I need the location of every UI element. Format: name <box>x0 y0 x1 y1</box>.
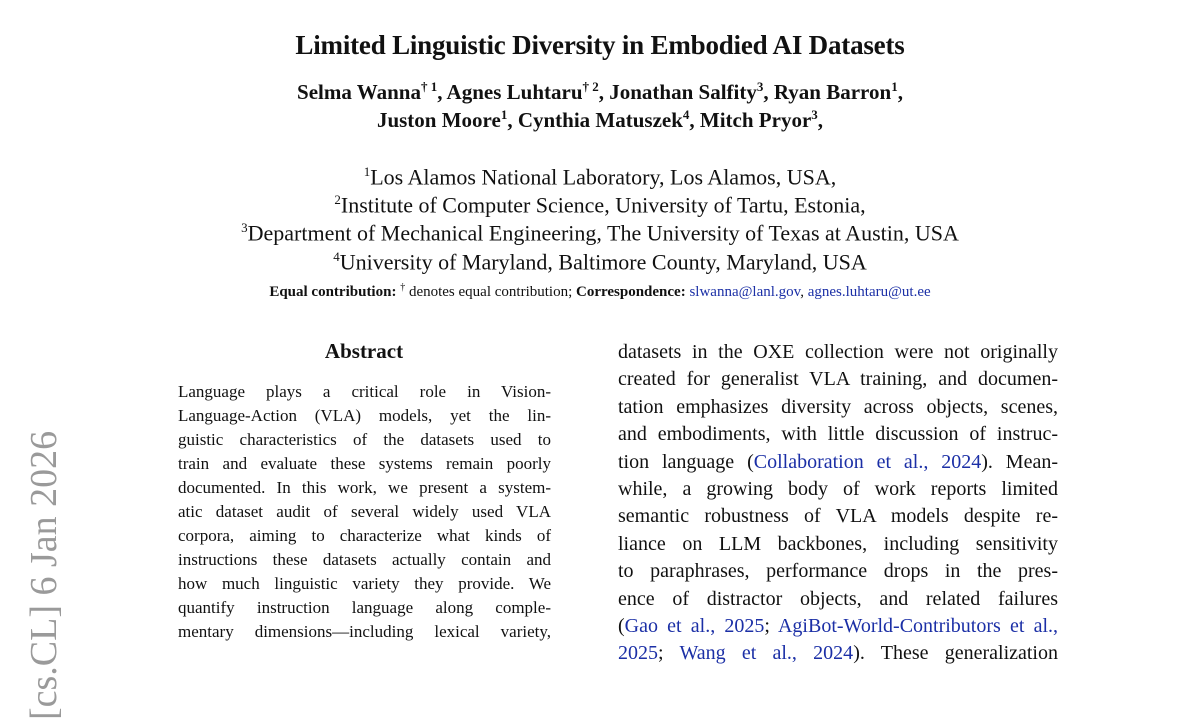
body-text-column <box>618 339 1058 668</box>
body-line: datasets in the OXE collection were not originally <box>618 341 1058 363</box>
abstract-heading: Abstract <box>324 339 404 363</box>
affiliation-4: $^4$University of Maryland, Baltimore County, Maryland, USA <box>333 249 867 275</box>
citation-link[interactable]: AgiBot-World-Contributors et al., <box>777 614 1059 637</box>
body-line: tation emphasizes diversity across objects, scenes, <box>618 395 1058 418</box>
body-line: (Gao et al., 2025; AgiBot-World-Contributors et al., <box>618 614 1059 637</box>
abstract-line: atic dataset audit of several widely used VLA <box>178 502 551 521</box>
abstract-line: Language plays a critical role in Vision- <box>178 382 551 401</box>
paper-title: Limited Linguistic Diversity in Embodied AI Datasets <box>295 30 905 60</box>
body-line: and embodiments, with little discussion of instruc- <box>618 423 1058 446</box>
email-link-1[interactable]: slwanna@lanl.gov <box>689 284 801 300</box>
body-line: created for generalist VLA training, and documen- <box>618 368 1058 391</box>
abstract-line: quantify instruction language along comple- <box>178 598 551 617</box>
author-name: Selma Wanna <box>297 80 421 104</box>
abstract-line: Language-Action (VLA) models, yet the lin- <box>178 406 551 425</box>
author-name: Agnes Luhtaru <box>446 80 583 104</box>
author-affiliation-mark: 3 <box>756 79 764 94</box>
body-line: 2025; Wang et al., 2024). These generalization <box>618 642 1058 665</box>
author-affiliation-mark: 1 <box>500 107 508 122</box>
abstract-line: train and evaluate these systems remain poorly <box>178 454 551 473</box>
author-name: Mitch Pryor <box>699 108 812 132</box>
author-name: Jonathan Salfity <box>609 80 757 104</box>
arxiv-stamp: [cs.CL] 6 Jan 2026 <box>23 430 65 720</box>
citation-link[interactable]: Wang et al., 2024 <box>679 642 854 665</box>
body-line: to paraphrases, performance drops in the pres- <box>618 560 1058 583</box>
affiliation-1: $^1$Los Alamos National Laboratory, Los Alamos, USA, <box>363 164 837 190</box>
author-list-line-1: Selma Wanna$^{\dagger 1}$, Agnes Luhtaru$^{\dagger 2}$, Jonathan Salfity$^3$, Ryan Barron$^1$, <box>297 79 903 104</box>
author-affiliation-mark: † 2 <box>582 79 599 94</box>
abstract-line: mentary dimensions—including lexical variety, <box>178 622 551 641</box>
citation-link[interactable]: 2025 <box>618 642 658 665</box>
equal-contribution-label: Equal contribution: <box>269 284 397 300</box>
author-affiliation-mark: † 1 <box>420 79 438 94</box>
author-name: Juston Moore <box>376 108 501 132</box>
author-affiliation-mark: 3 <box>811 107 818 122</box>
correspondence-label: Correspondence: <box>576 284 686 300</box>
affiliation-2: $^2$Institute of Computer Science, University of Tartu, Estonia, <box>334 192 866 218</box>
abstract-line: how much linguistic variety they provide. We <box>178 574 551 593</box>
author-name: Cynthia Matuszek <box>517 108 683 132</box>
contribution-note: Equal contribution: † denotes equal contribution; Correspondence: slwanna@lanl.gov, agnes.luhtaru@ut.ee <box>269 282 931 300</box>
body-line: ence of distractor objects, and related failures <box>618 587 1058 610</box>
abstract-line: guistic characteristics of the datasets used to <box>178 430 551 449</box>
abstract-line: corpora, aiming to characterize what kinds of <box>178 526 551 545</box>
author-affiliation-mark: 4 <box>682 107 690 122</box>
body-line: tion language (Collaboration et al., 2024). Mean- <box>618 450 1058 473</box>
dagger-symbol: † <box>400 282 406 293</box>
abstract-body <box>178 380 551 644</box>
abstract-line: instructions these datasets actually contain and <box>178 550 551 569</box>
email-link-2[interactable]: agnes.luhtaru@ut.ee <box>807 284 931 300</box>
author-name: Ryan Barron <box>773 80 892 104</box>
body-line: semantic robustness of VLA models despite re- <box>618 505 1058 528</box>
body-line: while, a growing body of work reports limited <box>618 477 1058 500</box>
author-list-line-2: Juston Moore$^1$, Cynthia Matuszek$^4$, Mitch Pryor$^3$, <box>376 107 824 132</box>
body-line: liance on LLM backbones, including sensitivity <box>618 532 1058 555</box>
abstract-line: documented. In this work, we present a system- <box>178 478 551 497</box>
citation-link[interactable]: Collaboration et al., 2024 <box>753 450 982 473</box>
citation-link[interactable]: Gao et al., 2025 <box>624 614 765 637</box>
affiliation-3: $^3$Department of Mechanical Engineering, The University of Texas at Austin, USA <box>241 220 959 246</box>
author-affiliation-mark: 1 <box>891 79 898 94</box>
